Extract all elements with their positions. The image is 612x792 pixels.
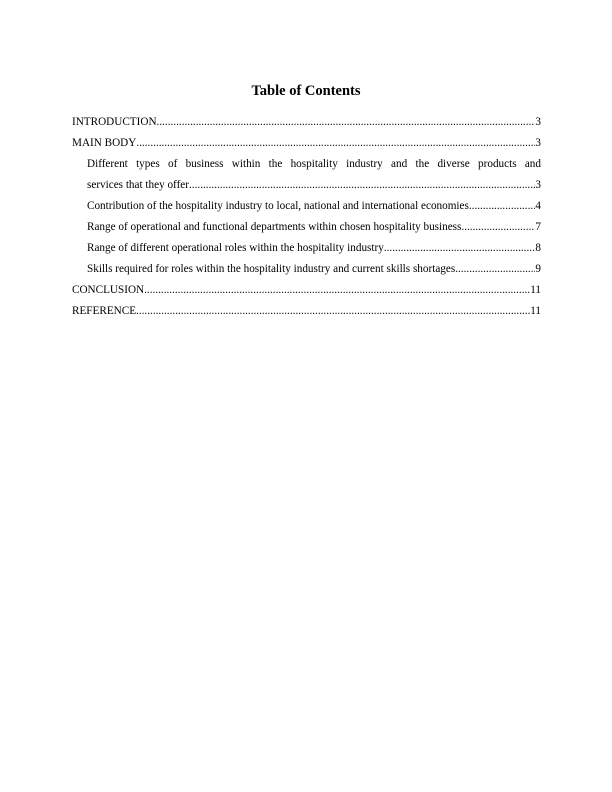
toc-leader-dots <box>136 133 535 154</box>
toc-entry-page: 9 <box>535 263 541 275</box>
toc-leader-dots <box>157 112 536 133</box>
toc-entry-label: REFERENCE <box>72 305 137 317</box>
toc-entry-conclusion[interactable] <box>72 280 541 301</box>
toc-entry-label-line2: services that they offer <box>87 179 189 191</box>
toc-entry-contribution[interactable] <box>72 196 541 217</box>
toc-entry-label: Contribution of the hospitality industry to local, national and international economies <box>87 200 469 212</box>
toc-entry-label: Range of operational and functional departments within chosen hospitality business <box>87 221 462 233</box>
toc-entry-skills[interactable] <box>72 259 541 280</box>
toc-leader-dots <box>455 259 535 280</box>
toc-entry-operational-roles[interactable] <box>72 238 541 259</box>
toc-entry-page: 8 <box>535 242 541 254</box>
toc-entry-page: 11 <box>530 284 541 296</box>
toc-leader-dots <box>461 217 535 238</box>
toc-leader-dots <box>384 238 536 259</box>
toc-entry-label: Skills required for roles within the hospitality industry and current skills shortages <box>87 263 456 275</box>
toc-entry-introduction[interactable] <box>72 112 541 133</box>
toc-entry-label: Range of different operational roles within the hospitality industry <box>87 242 384 254</box>
toc-leader-dots <box>189 175 535 196</box>
toc-leader-dots <box>469 196 536 217</box>
toc-entry-reference[interactable] <box>72 301 541 322</box>
table-of-contents <box>72 112 541 322</box>
toc-entry-label: INTRODUCTION <box>72 116 157 128</box>
toc-entry-label: CONCLUSION <box>72 284 145 296</box>
toc-leader-dots <box>136 301 530 322</box>
toc-entry-business-types[interactable] <box>72 154 541 196</box>
toc-entry-page: 3 <box>535 116 541 128</box>
toc-leader-dots <box>144 280 530 301</box>
toc-entry-main-body[interactable] <box>72 133 541 154</box>
toc-entry-page: 3 <box>535 179 541 191</box>
toc-title: Table of Contents <box>251 83 361 99</box>
toc-entry-page: 11 <box>530 305 541 317</box>
toc-entry-page: 4 <box>535 200 541 212</box>
toc-entry-label-line1: Different types of business within the hospitality industry and the diverse products and <box>87 158 541 170</box>
toc-entry-label: MAIN BODY <box>72 137 137 149</box>
toc-entry-page: 3 <box>535 137 541 149</box>
toc-entry-departments[interactable] <box>72 217 541 238</box>
toc-entry-page: 7 <box>535 221 541 233</box>
